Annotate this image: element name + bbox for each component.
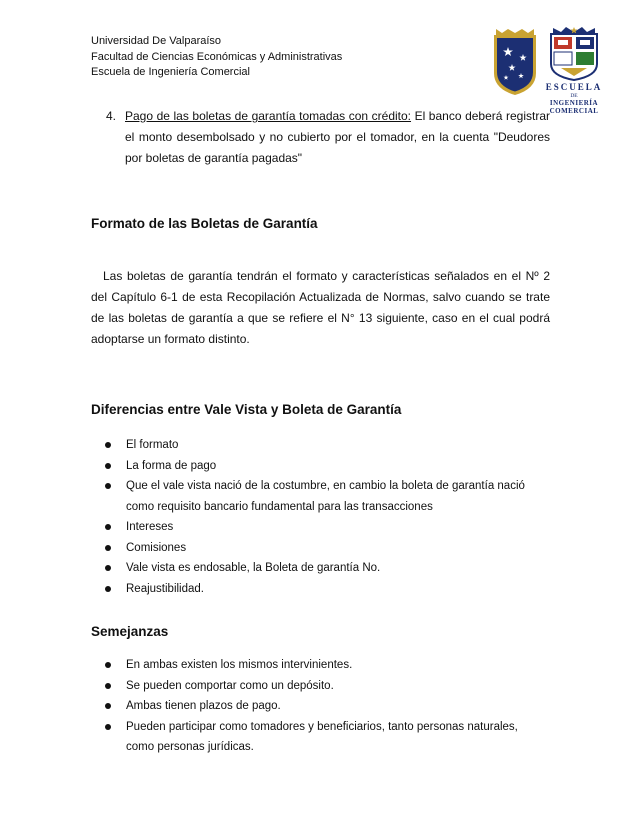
- bullet-icon: [105, 545, 111, 551]
- item-body: El banco deberá registrar el monto desembolsado y no cubierto por el tomador, en la cuenta "Deudores por boletas de garantía pagadas": [125, 109, 551, 165]
- formato-paragraph-text: Las boletas de garantía tendrán el formato y características señalados en el Nº 2 del Capítulo 6-1 de esta Recopilación Actualizada de Normas, salvo cuando se trate de las boletas de garantía a que se refiere el N° 13 siguiente, caso en el cual podrá adoptarse un formato distinto.: [91, 269, 550, 346]
- list-item-text: Se pueden comportar como un depósito.: [126, 679, 334, 692]
- list-item-text: Vale vista es endosable, la Boleta de garantía No.: [126, 562, 381, 574]
- section-heading-semejanzas: Semejanzas: [91, 624, 169, 639]
- section-heading-diferencias: Diferencias entre Vale Vista y Boleta de Garantía: [91, 402, 402, 417]
- list-item-text: La forma de pago: [126, 459, 217, 472]
- numbered-item-4: [106, 106, 550, 169]
- logo-de-text: DE: [570, 93, 578, 99]
- list-item-text: Intereses: [126, 521, 174, 533]
- list-item: [91, 456, 531, 477]
- section-heading-formato: Formato de las Boletas de Garantía: [91, 216, 318, 231]
- bullet-icon: [105, 662, 111, 668]
- item-number: 4.: [106, 109, 117, 123]
- list-item: [91, 579, 531, 600]
- bullet-icon: [105, 565, 111, 571]
- school-name: Escuela de Ingeniería Comercial: [91, 66, 250, 78]
- list-item-text: Pueden participar como tomadores y beneficiarios, tanto personas naturales, como personas jurídicas.: [126, 720, 518, 753]
- university-name: Universidad De Valparaíso: [91, 35, 222, 47]
- logo-comercial-text: COMERCIAL: [549, 107, 599, 115]
- list-item-text: En ambas existen los mismos intervinientes.: [126, 659, 353, 671]
- escuela-ingenieria-comercial-logo: [543, 24, 605, 116]
- diferencias-list: [91, 435, 531, 599]
- list-item-text: Reajustibilidad.: [126, 582, 204, 595]
- item-underlined-lead: Pago de las boletas de garantía tomadas con crédito:: [125, 109, 412, 123]
- list-item: [91, 538, 531, 559]
- list-item: [91, 517, 531, 538]
- item-text: [106, 106, 550, 169]
- list-item: [91, 476, 531, 517]
- logo-ingenieria-text: INGENIERÍA: [549, 99, 599, 107]
- bullet-icon: [105, 463, 111, 469]
- list-item: [91, 558, 531, 579]
- list-item: [91, 655, 531, 676]
- bullet-icon: [105, 524, 111, 530]
- list-item-text: Ambas tienen plazos de pago.: [126, 700, 281, 712]
- formato-paragraph: [91, 266, 550, 350]
- list-item: [91, 676, 531, 697]
- logo-escuela-text: ESCUELA: [545, 82, 603, 92]
- semejanzas-list: [91, 655, 531, 758]
- list-item: [91, 717, 531, 758]
- list-item: [91, 435, 531, 456]
- bullet-icon: [105, 724, 111, 730]
- bullet-icon: [105, 483, 111, 489]
- bullet-icon: [105, 683, 111, 689]
- list-item-text: Comisiones: [126, 541, 187, 554]
- list-item-text: Que el vale vista nació de la costumbre, en cambio la boleta de garantía nació como requisito bancario fundamental para las transacciones: [126, 480, 525, 513]
- bullet-icon: [105, 703, 111, 709]
- faculty-name: Facultad de Ciencias Económicas y Administrativas: [91, 50, 343, 63]
- bullet-icon: [105, 586, 111, 592]
- document-header: [91, 34, 342, 81]
- list-item: [91, 696, 531, 717]
- list-item-text: El formato: [126, 439, 179, 451]
- bullet-icon: [105, 442, 111, 448]
- university-shield-logo: [492, 27, 538, 97]
